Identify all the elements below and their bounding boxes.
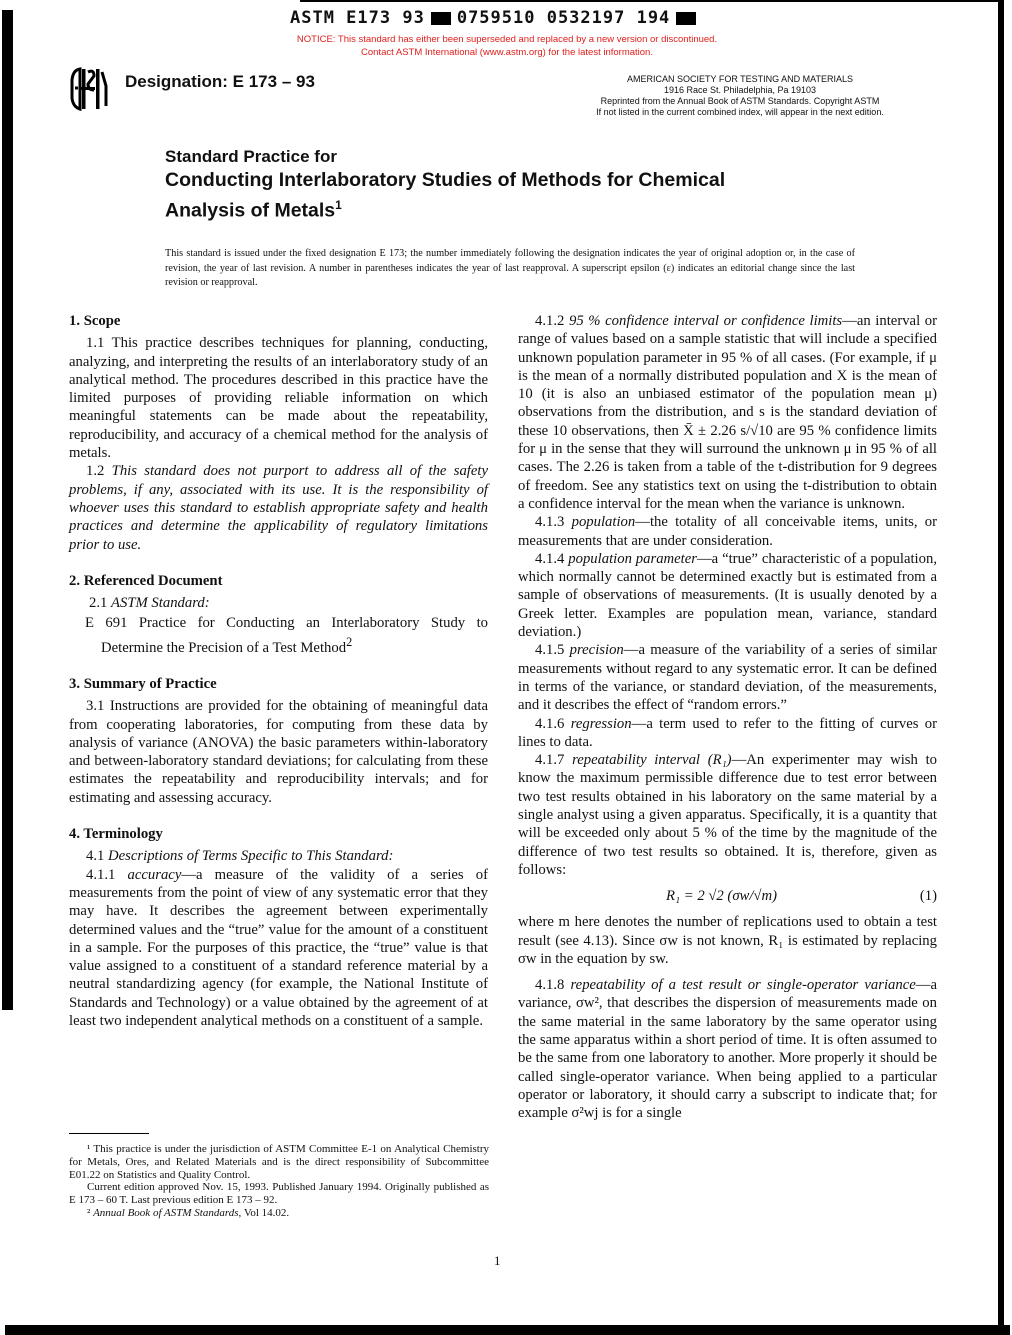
footnote-2 <box>69 1207 489 1220</box>
term-repeatability-interval <box>518 751 937 879</box>
footnote-1-edition: Current edition approved Nov. 15, 1993. Published January 1994. Originally published as E 173 – 60 T. Last previous edition E 173 – 92. <box>69 1181 489 1207</box>
footnote-2-title: Annual Book of ASTM Standards <box>93 1206 239 1219</box>
paragraph-4-1-label: Descriptions of Terms Specific to This Standard: <box>108 848 394 865</box>
publisher-name: AMERICAN SOCIETY FOR TESTING AND MATERIALS <box>626 74 854 84</box>
document-title <box>165 146 865 224</box>
term-accuracy <box>69 866 488 1031</box>
stamp-designation: ASTM E173 93 <box>290 8 425 28</box>
reference-e691-text: E 691 Practice for Conducting an Interlaboratory Study to Determine the Precision of a Test Method <box>85 615 488 656</box>
astm-standard-label: ASTM Standard: <box>111 595 210 612</box>
section-referenced-document <box>69 572 488 657</box>
issue-note: This standard is issued under the fixed designation E 173; the number immediately following the designation indicates the year of original adoption or, in the case of revision, the year of last revision. A number in parentheses indicates the year of last reapproval. A superscript epsilon (ε) indicates an editorial change since the last revision or reapproval. <box>165 248 855 288</box>
scan-border-left <box>2 10 13 1010</box>
publisher-address: 1916 Race St. Philadelphia, Pa 19103 <box>663 85 817 95</box>
term-number: 4.1.7 <box>535 752 565 769</box>
notice-line-2: Contact ASTM International (www.astm.org) for the latest information. <box>361 47 653 58</box>
term-name: population <box>571 514 636 531</box>
term-definition: —a variance, σw², that describes the dispersion of measurements made on the same material in the same laboratory by the same operator using the same apparatus within a short period of time. It is often assumed to be the same from one laboratory to another. More properly it should be called single-operator variance. When being applied to a particular operator or laboratory, it should carry a subscript to indicate that; for example σ²wj is for a single <box>518 977 937 1122</box>
paragraph-number: 2.1 <box>89 595 108 612</box>
index-note: If not listed in the current combined index, will appear in the next edition. <box>596 107 884 117</box>
equation-number: (1) <box>919 888 937 905</box>
reference-footnote-mark: 2 <box>346 634 353 649</box>
equation-expression: R₁ = 2 √2 (σw/√m) <box>666 888 777 905</box>
term-name: accuracy <box>127 866 182 883</box>
paragraph-2-1 <box>69 594 488 612</box>
astm-logo-icon <box>66 66 112 112</box>
footnote-2-mark: ² <box>87 1206 91 1219</box>
term-number: 4.1.1 <box>86 866 116 883</box>
title-footnote-mark: 1 <box>335 198 342 212</box>
footnote-1: ¹ This practice is under the jurisdiction of ASTM Committee E-1 on Analytical Chemistry for Metals, Ores, and Related Materials and is the direct responsibility of Subcommittee E01.22 on Statistics and Quality Control. <box>69 1143 489 1181</box>
scan-border-top <box>300 0 1000 2</box>
designation: Designation: E 173 – 93 <box>125 72 315 91</box>
paragraph-1-1: 1.1 This practice describes techniques for planning, conducting, analyzing, and interpreting the results of an interlaboratory study of an analytical method. The procedures described in this practice have the limited purposes of providing reliable information on which meaningful statements can be made about the repeatability, reproducibility, and accuracy of a chemical method for the analysis of metals. <box>69 335 488 462</box>
notice-line-1: NOTICE: This standard has either been superseded and replaced by a new version or discontinued. <box>296 34 718 45</box>
term-number: 4.1.6 <box>535 715 565 732</box>
term-definition: —a “true” characteristic of a population, which normally cannot be determined exactly but is estimated from a sample of observations of measurements. (It is usually denoted by a Greek letter. Examples are population mean, variance, standard deviation.) <box>518 550 937 641</box>
reprint-note: Reprinted from the Annual Book of ASTM Standards. Copyright ASTM <box>600 96 880 106</box>
term-name: population parameter <box>568 550 697 567</box>
term-single-operator-variance <box>518 976 937 1122</box>
term-definition: —the totality of all conceivable items, units, or measurements that are under consideration. <box>518 514 937 549</box>
term-number: 4.1.2 <box>535 313 565 329</box>
paragraph-number: 4.1 <box>86 848 105 865</box>
term-name: repeatability of a test result or single-operator variance <box>570 977 916 994</box>
title-line-3 <box>165 193 865 224</box>
scan-border-bottom <box>5 1325 1010 1335</box>
term-number: 4.1.5 <box>535 642 565 659</box>
term-definition: —a term used to refer to the fitting of curves or lines to data. <box>518 715 937 750</box>
footnote-divider <box>69 1133 149 1134</box>
term-name: repeatability interval (R₁) <box>572 752 732 769</box>
right-column <box>518 312 937 1122</box>
title-line-2: Conducting Interlaboratory Studies of Methods for Chemical <box>165 169 726 191</box>
stamp-block-mark <box>431 12 451 25</box>
term-definition: —An experimenter may wish to know the maximum permissible difference due to test error between two test results obtained in his laboratory on the same material by a single analyst using a given apparatus. Specifically, it is a quantity that will be exceeded only about 5 % of the time by the magnitude of the difference of two test results so obtained. It is, therefore, given as follows: <box>518 752 937 878</box>
term-definition: —a measure of the variability of a series of similar measurements without regard to any systematic error. It can be defined in terms of the variance, or standard deviation, of the measurements, and it describes the effect of “random errors.” <box>518 642 938 714</box>
title-line-3-text: Analysis of Metals <box>165 199 336 222</box>
paragraph-3-1: 3.1 Instructions are provided for the obtaining of meaningful data from cooperating laboratories, for computing from these data by analysis of variance (ANOVA) the basic parameters within-laboratory and between-laboratory standard deviations; for calculating from these estimates the repeatability and reproducibility intervals; and for estimating and assessing accuracy. <box>69 698 488 806</box>
term-regression <box>518 715 937 752</box>
left-column <box>69 312 488 1030</box>
term-definition: —an interval or range of values based on a sample statistic that will include a specified unknown population parameter in 95 % of all cases. (For example, if μ is the mean of a normally distributed population and X is the mean of 10 (it is also an unbiased estimator of the population mean μ) observations from the distribution, and s is the standard deviation of these 10 observations, then X̄ ± 2.26 s/√10 are 95 % confidence limits for μ in the sense that they will surround the unknown μ in 95 % of all cases. The 2.26 is taken from a table of the t-distribution for 9 degrees of freedom. See any statistics text on using the t-distribution to obtain a confidence interval for the mean when the variance is unknown. <box>518 313 937 512</box>
section-summary <box>69 675 488 807</box>
scan-border-right <box>998 0 1004 1325</box>
term-population-parameter <box>518 550 937 641</box>
paragraph-4-1 <box>69 847 488 865</box>
footnotes <box>69 1143 489 1220</box>
term-name: 95 % confidence interval or confidence limits <box>568 313 843 329</box>
term-name: regression <box>570 715 632 732</box>
stamp-code: 0759510 0532197 194 <box>456 8 671 28</box>
term-population <box>518 513 937 550</box>
term-definition: —a measure of the validity of a series of measurements from the point of view of any systematic error that they may have. It describes the agreement between experimentally determined values and the “true” value for the amount of a constituent in a sample. For the purposes of this practice, the “true” value is that value assigned to a constituent of a standard reference material by a neutral standardizing agency (for example, the National Institute of Standards and Technology) or a value obtained by the agreement of at least two independent analytical methods on a constituent of a sample. <box>69 866 489 1029</box>
footnote-2-volume: , Vol 14.02. <box>238 1206 290 1219</box>
paragraph-number: 1.2 <box>86 463 105 480</box>
term-precision <box>518 641 937 714</box>
term-number: 4.1.8 <box>535 977 565 994</box>
reference-e691 <box>69 614 488 656</box>
equation-explanation: where m here denotes the number of replications used to obtain a test result (see 4.13). Since σw is not known, R₁ is estimated by replacing σw in the equation by sw. <box>518 914 937 967</box>
section-terminology <box>69 825 488 1030</box>
section-heading-scope: 1. Scope <box>69 313 121 329</box>
term-name: precision <box>569 642 624 659</box>
term-confidence-interval <box>518 312 937 513</box>
publisher-block <box>570 74 910 118</box>
equation-1 <box>518 883 937 909</box>
section-heading-summary: 3. Summary of Practice <box>69 675 217 692</box>
supersede-notice <box>232 33 782 59</box>
safety-caveat: This standard does not purport to address all of the safety problems, if any, associated with its use. It is the responsibility of whoever uses this standard to establish appropriate safety and health practices and determine the applicability of regulatory limitations prior to use. <box>69 463 489 553</box>
term-number: 4.1.3 <box>535 514 565 531</box>
section-heading-referenced: 2. Referenced Document <box>69 572 223 589</box>
stamp-block-mark <box>676 12 696 25</box>
page-number: 1 <box>494 1253 501 1268</box>
document-stamp <box>290 8 760 32</box>
paragraph-1-2 <box>69 462 488 553</box>
term-number: 4.1.4 <box>535 550 565 567</box>
title-line-1: Standard Practice for <box>165 147 337 166</box>
section-heading-terminology: 4. Terminology <box>69 826 163 843</box>
